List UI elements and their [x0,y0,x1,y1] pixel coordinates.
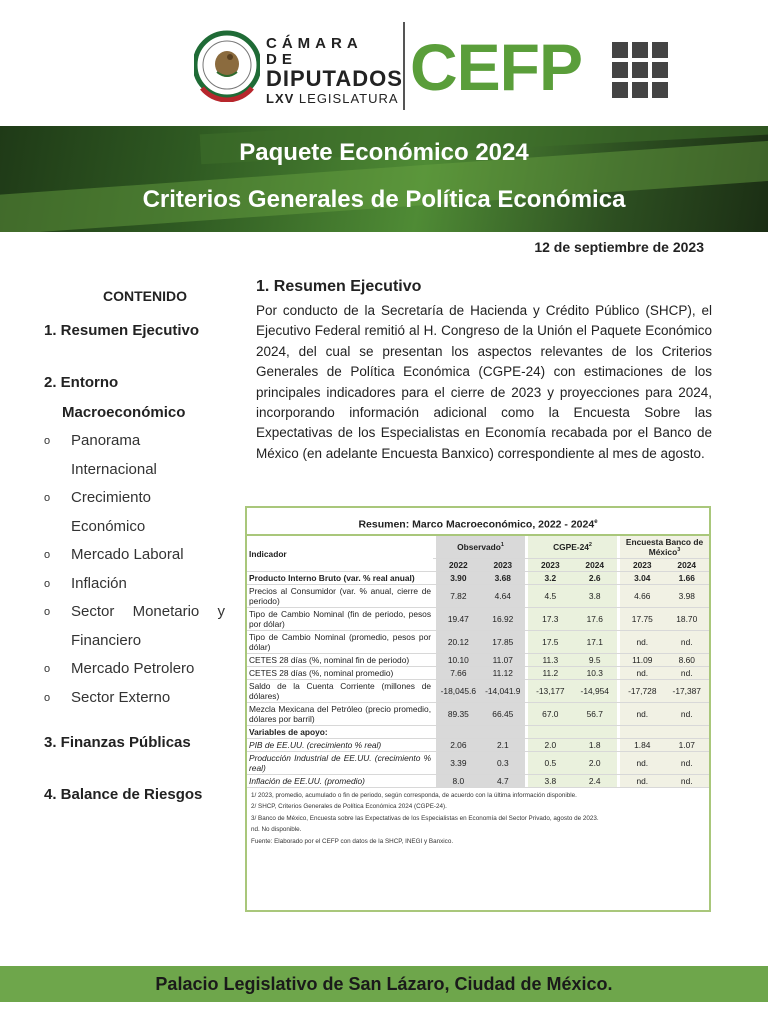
indicator-label: Variables de apoyo: [247,726,433,739]
table-cell: 10.10 [436,654,480,667]
table-row [247,667,709,680]
logo-divider [403,22,405,110]
table-cell: -14,954 [573,680,617,703]
table-cell: 16.92 [481,608,525,631]
table-row [247,726,709,739]
table-cell: 7.66 [436,667,480,680]
toc-subitem[interactable] [44,655,234,684]
toc-subitem[interactable] [44,598,234,655]
toc-heading: CONTENIDO [103,288,187,304]
toc-subitem-label: Sector Monetario y Financiero [71,603,225,649]
table-of-contents [44,288,234,809]
table-cell: nd. [620,752,664,775]
header [0,0,768,126]
table-cell: 89.35 [436,703,480,726]
year-header: 2024 [573,559,617,572]
indicator-label: Tipo de Cambio Nominal (fin de periodo, pesos por dólar) [249,609,432,629]
table-cell: 2.0 [528,739,572,752]
table-cell [481,726,525,739]
camara-line1: CÁMARA DE [266,35,363,68]
col-indicador: Indicador [247,536,433,572]
table-row [247,775,709,788]
camara-seal-logo [194,28,260,102]
table-cell: 3.2 [528,572,572,585]
camara-wordmark [266,35,403,108]
table-cell [573,726,617,739]
table-note: 1/ 2023, promedio, acumulado o fin de periodo, según corresponda, de acuerdo con la última información disponible. [251,792,577,799]
table-cell: nd. [620,775,664,788]
cefp-grid-icon [612,42,668,98]
year-header: 2023 [481,559,525,572]
table-cell: 20.12 [436,631,480,654]
table-note: nd. No disponible. [251,826,302,834]
table-cell: 2.1 [481,739,525,752]
table-cell: nd. [620,703,664,726]
toc-subitem-label: Sector Externo [71,688,171,706]
year-header: 2023 [620,559,664,572]
table-cell: 3.39 [436,752,480,775]
table-cell: 9.5 [573,654,617,667]
table-note: 3/ Banco de México, Encuesta sobre las Expectativas de los Especialistas en Economía del Sector Privado, agosto de 2023. [251,814,599,822]
indicator-label: CETES 28 días (%, nominal fin de periodo) [247,654,433,667]
table-cell [665,726,710,739]
title-banner [0,126,768,232]
toc-item-resumen[interactable]: 1. Resumen Ejecutivo [44,322,200,339]
table-cell: 56.7 [573,703,617,726]
table-row [247,572,709,585]
table-cell: 1.07 [665,739,710,752]
table-cell: 1.66 [665,572,710,585]
toc-subitem-label: Inflación [71,574,127,592]
table-cell: 11.07 [481,654,525,667]
table-row [247,739,709,752]
table-cell: 3.98 [665,585,710,608]
table-row [247,752,709,775]
table-cell [528,726,572,739]
toc-subitem-label: Crecimiento Económico [71,489,152,535]
table-cell: 18.70 [665,608,710,631]
toc-subitem[interactable] [44,541,234,570]
table-cell: 17.6 [573,608,617,631]
toc-subitem[interactable] [44,427,234,484]
toc-subitem-label: Mercado Laboral [71,546,184,563]
indicator-label: Producción Industrial de EE.UU. (crecimiento % real) [249,753,432,773]
macro-table [245,506,711,912]
toc-item-entorno[interactable]: 2. Entorno [44,374,119,391]
table-cell: 2.4 [573,775,617,788]
table-cell: 1.8 [573,739,617,752]
table-cell: 2.0 [573,752,617,775]
table-cell: -14,041.9 [481,680,525,703]
col-cgpe: CGPE-$24^2$ [528,536,617,559]
table-cell: 4.5 [528,585,572,608]
bullet-icon: o [44,549,51,561]
indicator-label: Producto Interno Bruto (var. % real anual) [247,572,433,585]
table-cell: 2.06 [436,739,480,752]
table-cell: 4.7 [481,775,525,788]
table-cell: 11.09 [620,654,664,667]
table-cell: 11.2 [528,667,572,680]
toc-sublist [44,427,234,712]
table-cell: 17.1 [573,631,617,654]
table-cell: 17.75 [620,608,664,631]
toc-item-riesgos[interactable]: 4. Balance de Riesgos [44,786,203,803]
table-cell: 19.47 [436,608,480,631]
indicator-label: Tipo de Cambio Nominal (promedio, pesos por dólar) [249,632,432,652]
table-cell [436,726,480,739]
table-cell: 66.45 [481,703,525,726]
camara-line2: DIPUTADOS [266,66,403,91]
table-row [247,680,709,703]
table-cell: nd. [620,667,664,680]
bullet-icon: o [44,606,51,618]
indicator-label: PIB de EE.UU. (crecimiento % real) [247,739,433,752]
table-cell: 4.64 [481,585,525,608]
macro-table-grid [247,536,709,788]
table-cell: nd. [620,631,664,654]
toc-subitem[interactable] [44,684,234,713]
bullet-icon: o [44,663,51,675]
table-row [247,585,709,608]
table-cell: 17.85 [481,631,525,654]
footer-banner: Palacio Legislativo de San Lázaro, Ciudad de México. [0,966,768,1002]
camara-line3: LXV LEGISLATURA [266,91,399,106]
table-cell: 3.68 [481,572,525,585]
bullet-icon: o [44,691,51,704]
table-row [247,631,709,654]
publication-date: 12 de septiembre de 2023 [534,239,704,255]
table-note: 2/ SHCP, Criterios Generales de Política Económica 2024 (CGPE-24). [251,803,447,811]
table-cell: 3.8 [573,585,617,608]
document-subtitle: Criterios Generales de Política Económica [142,186,626,213]
document-title: Paquete Económico 2024 [239,139,529,166]
table-cell: 10.3 [573,667,617,680]
table-cell: 3.8 [528,775,572,788]
toc-subitem-label: Mercado Petrolero [71,660,195,677]
toc-subitem[interactable] [44,570,234,599]
table-cell: 67.0 [528,703,572,726]
table-cell: -17,728 [620,680,664,703]
table-cell: 8.0 [436,775,480,788]
table-cell: -13,177 [528,680,572,703]
table-cell: 17.5 [528,631,572,654]
col-observado: Observado$^1$ [436,536,525,559]
toc-item-entorno-cont[interactable]: Macroeconómico [62,404,186,421]
bullet-icon: o [44,492,51,504]
table-cell: 11.12 [481,667,525,680]
table-cell: 17.3 [528,608,572,631]
table-cell: 1.84 [620,739,664,752]
table-cell: 11.3 [528,654,572,667]
year-header: 2022 [436,559,480,572]
table-cell: -17,387 [665,680,710,703]
table-cell: 3.04 [620,572,664,585]
table-cell: nd. [665,631,710,654]
table-cell: 0.5 [528,752,572,775]
table-cell: 8.60 [665,654,710,667]
col-encuesta: Encuesta Banco de México$^3$ [620,536,709,559]
table-notes [247,788,709,849]
toc-item-finanzas[interactable]: 3. Finanzas Públicas [44,734,191,751]
table-cell: nd. [665,703,710,726]
table-cell: nd. [665,667,710,680]
table-title: Resumen: Marco Macroeconómico, 2022 - 2024e [247,508,709,536]
bullet-icon: o [44,577,51,590]
table-cell: -18,045.6 [436,680,480,703]
table-row [247,703,709,726]
toc-subitem[interactable] [44,484,234,541]
toc-subitem-label: Panorama Internacional [71,432,157,478]
table-cell [620,726,664,739]
indicator-label: Mezcla Mexicana del Petróleo (precio promedio, dólares por barril) [249,704,432,724]
year-header: 2024 [665,559,710,572]
table-row [247,654,709,667]
table-cell: 3.90 [436,572,480,585]
indicator-label: Inflación de EE.UU. (promedio) [247,775,433,788]
table-cell: nd. [665,775,710,788]
indicator-label: CETES 28 días (%, nominal promedio) [247,667,433,680]
table-cell: nd. [665,752,710,775]
table-row [247,608,709,631]
indicator-label: Saldo de la Cuenta Corriente (millones de dólares) [249,681,432,701]
section-body: Por conducto de la Secretaría de Hacienda y Crédito Público (SHCP), el Ejecutivo Federal remitió al H. Congreso de la Unión el Paquete Económico 2024, del cual se presentan los aspectos relevantes de los Criterios Generales de Política Económica (CGPE-24) con estimaciones de los principales indicadores para el cierre de 2023 y proyecciones para 2024, incorporando información adicional como la Encuesta Sobre las Expectativas de los Especialistas en Economía recabada por el Banco de México (en adelante Encuesta Banxico) correspondiente al mes de agosto. [256,303,712,461]
year-header: 2023 [528,559,572,572]
indicator-label: Precios al Consumidor (var. % anual, cierre de periodo) [249,586,432,606]
section-title: 1. Resumen Ejecutivo [256,278,422,295]
table-cell: 2.6 [573,572,617,585]
table-note: Fuente: Elaborado por el CEFP con datos de la SHCP, INEGI y Banxico. [251,837,454,845]
cefp-logo: CEFP [410,30,583,104]
table-cell: 7.82 [436,585,480,608]
bullet-icon: o [44,435,51,447]
table-cell: 4.66 [620,585,664,608]
table-cell: 0.3 [481,752,525,775]
